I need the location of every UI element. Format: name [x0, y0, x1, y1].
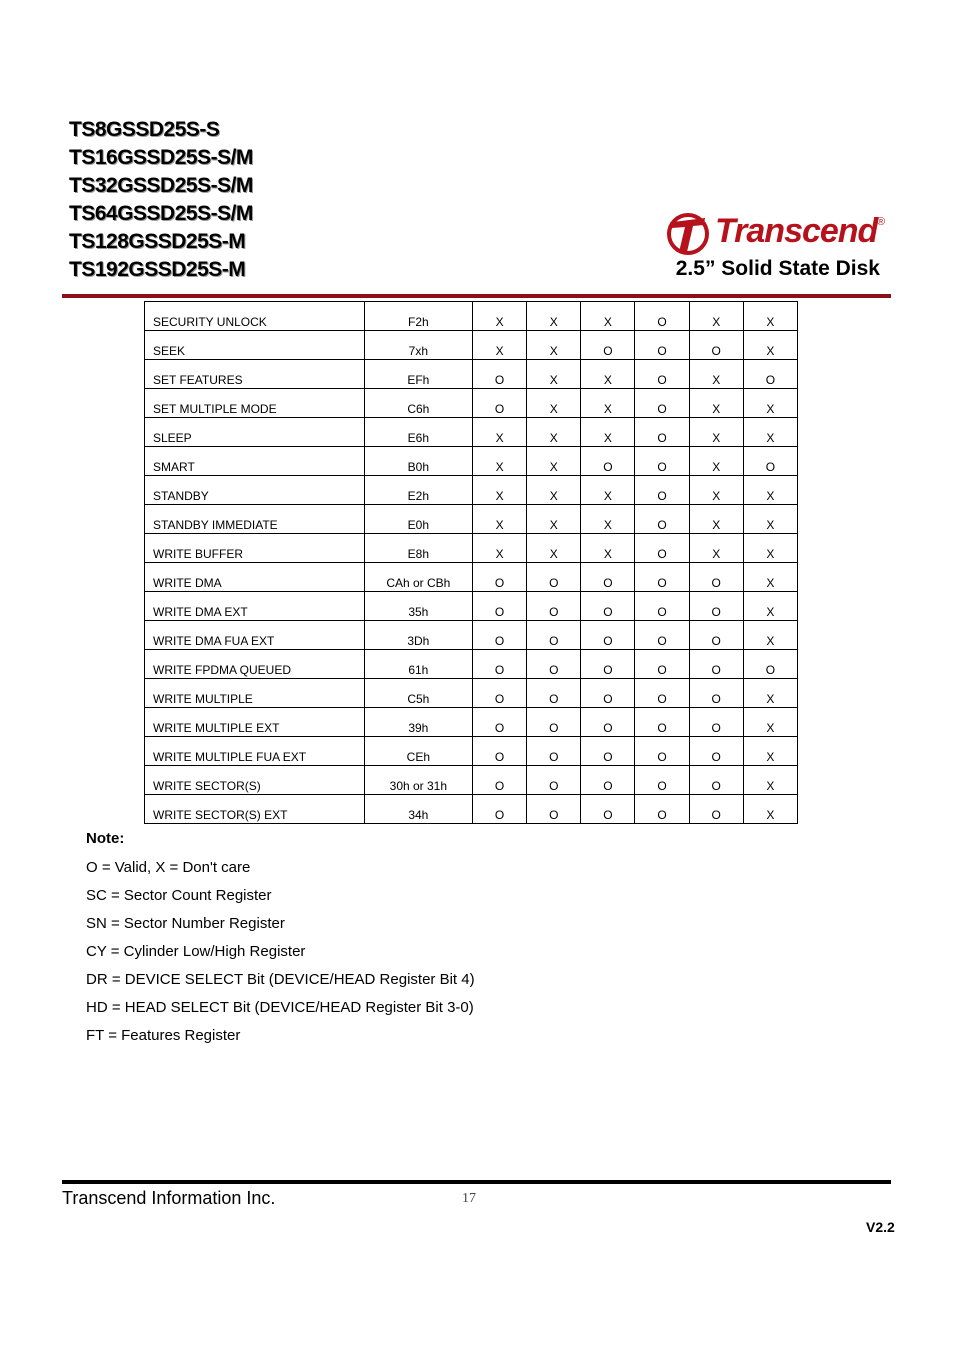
register-flag-cell: X — [689, 360, 743, 389]
brand-wordmark: Transcend — [715, 212, 878, 250]
register-flag-cell: O — [635, 360, 689, 389]
register-flag-cell: O — [635, 592, 689, 621]
command-name-cell: SECURITY UNLOCK — [145, 302, 365, 331]
command-code-cell: 3Dh — [364, 621, 472, 650]
transcend-t-logo-icon — [665, 210, 711, 256]
register-flag-cell: O — [635, 766, 689, 795]
command-name-cell: SET MULTIPLE MODE — [145, 389, 365, 418]
register-flag-cell: X — [743, 737, 797, 766]
register-flag-cell: O — [581, 592, 635, 621]
table-row — [145, 650, 798, 679]
register-flag-cell: X — [743, 795, 797, 824]
command-code-cell: 30h or 31h — [364, 766, 472, 795]
register-flag-cell: X — [581, 360, 635, 389]
register-flag-cell: X — [581, 476, 635, 505]
register-flag-cell: O — [689, 737, 743, 766]
register-flag-cell: O — [527, 563, 581, 592]
register-flag-cell: O — [581, 795, 635, 824]
command-name-cell: WRITE BUFFER — [145, 534, 365, 563]
register-flag-cell: X — [527, 505, 581, 534]
register-flag-cell: O — [581, 650, 635, 679]
command-name-cell: WRITE MULTIPLE — [145, 679, 365, 708]
register-flag-cell: O — [635, 505, 689, 534]
table-row — [145, 592, 798, 621]
register-flag-cell: O — [581, 447, 635, 476]
command-code-cell: C5h — [364, 679, 472, 708]
command-name-cell: WRITE SECTOR(S) — [145, 766, 365, 795]
command-name-cell: WRITE MULTIPLE FUA EXT — [145, 737, 365, 766]
register-flag-cell: X — [743, 389, 797, 418]
register-flag-cell: X — [473, 331, 527, 360]
transcend-logo — [665, 210, 895, 256]
note-section — [86, 830, 475, 1054]
register-flag-cell: O — [635, 621, 689, 650]
table-row — [145, 795, 798, 824]
command-code-cell: 7xh — [364, 331, 472, 360]
register-flag-cell: X — [473, 534, 527, 563]
register-flag-cell: O — [473, 360, 527, 389]
register-flag-cell: X — [743, 418, 797, 447]
register-flag-cell: X — [689, 534, 743, 563]
table-row — [145, 679, 798, 708]
register-flag-cell: O — [743, 447, 797, 476]
header-divider — [62, 294, 891, 298]
register-flag-cell: X — [743, 621, 797, 650]
register-flag-cell: X — [689, 505, 743, 534]
register-flag-cell: X — [743, 476, 797, 505]
command-table — [144, 301, 798, 824]
command-code-cell: 35h — [364, 592, 472, 621]
registered-mark: ® — [877, 216, 886, 228]
document-subtitle: 2.5” Solid State Disk — [675, 257, 880, 280]
table-row — [145, 534, 798, 563]
register-flag-cell: O — [473, 621, 527, 650]
command-name-cell: SLEEP — [145, 418, 365, 447]
register-flag-cell: X — [743, 592, 797, 621]
register-flag-cell: X — [473, 476, 527, 505]
register-flag-cell: O — [689, 592, 743, 621]
table-row — [145, 302, 798, 331]
command-code-cell: C6h — [364, 389, 472, 418]
register-flag-cell: X — [743, 708, 797, 737]
register-flag-cell: O — [581, 679, 635, 708]
register-flag-cell: X — [527, 534, 581, 563]
register-flag-cell: O — [473, 795, 527, 824]
register-flag-cell: O — [635, 650, 689, 679]
register-flag-cell: X — [743, 534, 797, 563]
command-code-cell: CAh or CBh — [364, 563, 472, 592]
register-flag-cell: X — [743, 679, 797, 708]
register-flag-cell: O — [527, 795, 581, 824]
register-flag-cell: O — [527, 708, 581, 737]
register-flag-cell: O — [473, 679, 527, 708]
register-flag-cell: O — [689, 621, 743, 650]
register-flag-cell: O — [473, 708, 527, 737]
register-flag-cell: O — [635, 563, 689, 592]
command-code-cell: E8h — [364, 534, 472, 563]
register-flag-cell: O — [473, 766, 527, 795]
model-name: TS8GSSD25S-S — [69, 118, 220, 141]
command-code-cell: 39h — [364, 708, 472, 737]
register-flag-cell: O — [635, 447, 689, 476]
register-flag-cell: O — [473, 592, 527, 621]
register-flag-cell: O — [635, 679, 689, 708]
note-line: O = Valid, X = Don't care — [86, 859, 251, 876]
footer-divider — [62, 1180, 891, 1184]
register-flag-cell: O — [473, 389, 527, 418]
command-name-cell: STANDBY IMMEDIATE — [145, 505, 365, 534]
register-flag-cell: X — [581, 302, 635, 331]
register-flag-cell: O — [635, 331, 689, 360]
register-flag-cell: O — [473, 563, 527, 592]
register-flag-cell: O — [581, 766, 635, 795]
register-flag-cell: O — [635, 476, 689, 505]
register-flag-cell: X — [473, 302, 527, 331]
register-flag-cell: X — [527, 418, 581, 447]
command-name-cell: WRITE DMA — [145, 563, 365, 592]
version-label: V2.2 — [866, 1219, 895, 1235]
register-flag-cell: X — [473, 447, 527, 476]
register-flag-cell: O — [635, 737, 689, 766]
table-row — [145, 737, 798, 766]
command-code-cell: 61h — [364, 650, 472, 679]
command-code-cell: F2h — [364, 302, 472, 331]
note-line: SC = Sector Count Register — [86, 887, 272, 904]
register-flag-cell: O — [743, 650, 797, 679]
command-name-cell: WRITE MULTIPLE EXT — [145, 708, 365, 737]
register-flag-cell: O — [743, 360, 797, 389]
model-list — [69, 116, 253, 284]
command-name-cell: WRITE FPDMA QUEUED — [145, 650, 365, 679]
table-row — [145, 563, 798, 592]
register-flag-cell: O — [581, 563, 635, 592]
register-flag-cell: X — [527, 302, 581, 331]
table-row — [145, 476, 798, 505]
command-code-cell: CEh — [364, 737, 472, 766]
register-flag-cell: O — [689, 795, 743, 824]
register-flag-cell: X — [689, 418, 743, 447]
register-flag-cell: X — [743, 505, 797, 534]
register-flag-cell: O — [689, 766, 743, 795]
note-line: FT = Features Register — [86, 1027, 241, 1044]
register-flag-cell: O — [635, 302, 689, 331]
command-code-cell: 34h — [364, 795, 472, 824]
table-row — [145, 389, 798, 418]
note-heading: Note: — [86, 830, 125, 847]
register-flag-cell: X — [743, 302, 797, 331]
table-row — [145, 766, 798, 795]
register-flag-cell: O — [635, 708, 689, 737]
register-flag-cell: X — [743, 766, 797, 795]
register-flag-cell: X — [473, 505, 527, 534]
register-flag-cell: X — [527, 389, 581, 418]
register-flag-cell: O — [689, 650, 743, 679]
command-code-cell: EFh — [364, 360, 472, 389]
register-flag-cell: O — [527, 650, 581, 679]
register-flag-cell: O — [581, 331, 635, 360]
register-flag-cell: O — [689, 563, 743, 592]
register-flag-cell: X — [743, 331, 797, 360]
register-flag-cell: O — [527, 621, 581, 650]
table-row — [145, 331, 798, 360]
register-flag-cell: X — [527, 476, 581, 505]
command-code-cell: E0h — [364, 505, 472, 534]
command-name-cell: SEEK — [145, 331, 365, 360]
model-name: TS128GSSD25S-M — [69, 230, 246, 253]
model-name: TS192GSSD25S-M — [69, 258, 246, 281]
register-flag-cell: X — [743, 563, 797, 592]
register-flag-cell: X — [689, 476, 743, 505]
table-row — [145, 708, 798, 737]
command-code-cell: B0h — [364, 447, 472, 476]
command-name-cell: STANDBY — [145, 476, 365, 505]
register-flag-cell: X — [581, 534, 635, 563]
register-flag-cell: O — [581, 708, 635, 737]
register-flag-cell: X — [473, 418, 527, 447]
register-flag-cell: X — [581, 389, 635, 418]
note-line: SN = Sector Number Register — [86, 915, 285, 932]
table-row — [145, 621, 798, 650]
register-flag-cell: O — [635, 389, 689, 418]
command-name-cell: SET FEATURES — [145, 360, 365, 389]
model-name: TS16GSSD25S-S/M — [69, 146, 253, 169]
company-name: Transcend Information Inc. — [62, 1188, 276, 1208]
command-name-cell: SMART — [145, 447, 365, 476]
note-line: CY = Cylinder Low/High Register — [86, 943, 306, 960]
table-row — [145, 447, 798, 476]
note-line: HD = HEAD SELECT Bit (DEVICE/HEAD Register Bit 3-0) — [86, 999, 474, 1016]
table-row — [145, 505, 798, 534]
command-code-cell: E2h — [364, 476, 472, 505]
register-flag-cell: O — [635, 418, 689, 447]
register-flag-cell: O — [527, 737, 581, 766]
register-flag-cell: O — [581, 621, 635, 650]
command-code-cell: E6h — [364, 418, 472, 447]
register-flag-cell: O — [581, 737, 635, 766]
register-flag-cell: O — [689, 679, 743, 708]
register-flag-cell: X — [527, 447, 581, 476]
register-flag-cell: O — [473, 650, 527, 679]
register-flag-cell: O — [635, 534, 689, 563]
register-flag-cell: O — [635, 795, 689, 824]
register-flag-cell: O — [527, 679, 581, 708]
model-name: TS64GSSD25S-S/M — [69, 202, 253, 225]
table-row — [145, 418, 798, 447]
register-flag-cell: X — [527, 331, 581, 360]
command-name-cell: WRITE DMA EXT — [145, 592, 365, 621]
page-number: 17 — [462, 1191, 476, 1206]
register-flag-cell: X — [527, 360, 581, 389]
table-row — [145, 360, 798, 389]
register-flag-cell: O — [689, 331, 743, 360]
register-flag-cell: X — [581, 505, 635, 534]
command-name-cell: WRITE SECTOR(S) EXT — [145, 795, 365, 824]
register-flag-cell: O — [527, 766, 581, 795]
register-flag-cell: O — [527, 592, 581, 621]
register-flag-cell: O — [689, 708, 743, 737]
note-line: DR = DEVICE SELECT Bit (DEVICE/HEAD Register Bit 4) — [86, 971, 475, 988]
register-flag-cell: X — [689, 447, 743, 476]
register-flag-cell: X — [581, 418, 635, 447]
command-name-cell: WRITE DMA FUA EXT — [145, 621, 365, 650]
register-flag-cell: X — [689, 389, 743, 418]
register-flag-cell: X — [689, 302, 743, 331]
register-flag-cell: O — [473, 737, 527, 766]
model-name: TS32GSSD25S-S/M — [69, 174, 253, 197]
